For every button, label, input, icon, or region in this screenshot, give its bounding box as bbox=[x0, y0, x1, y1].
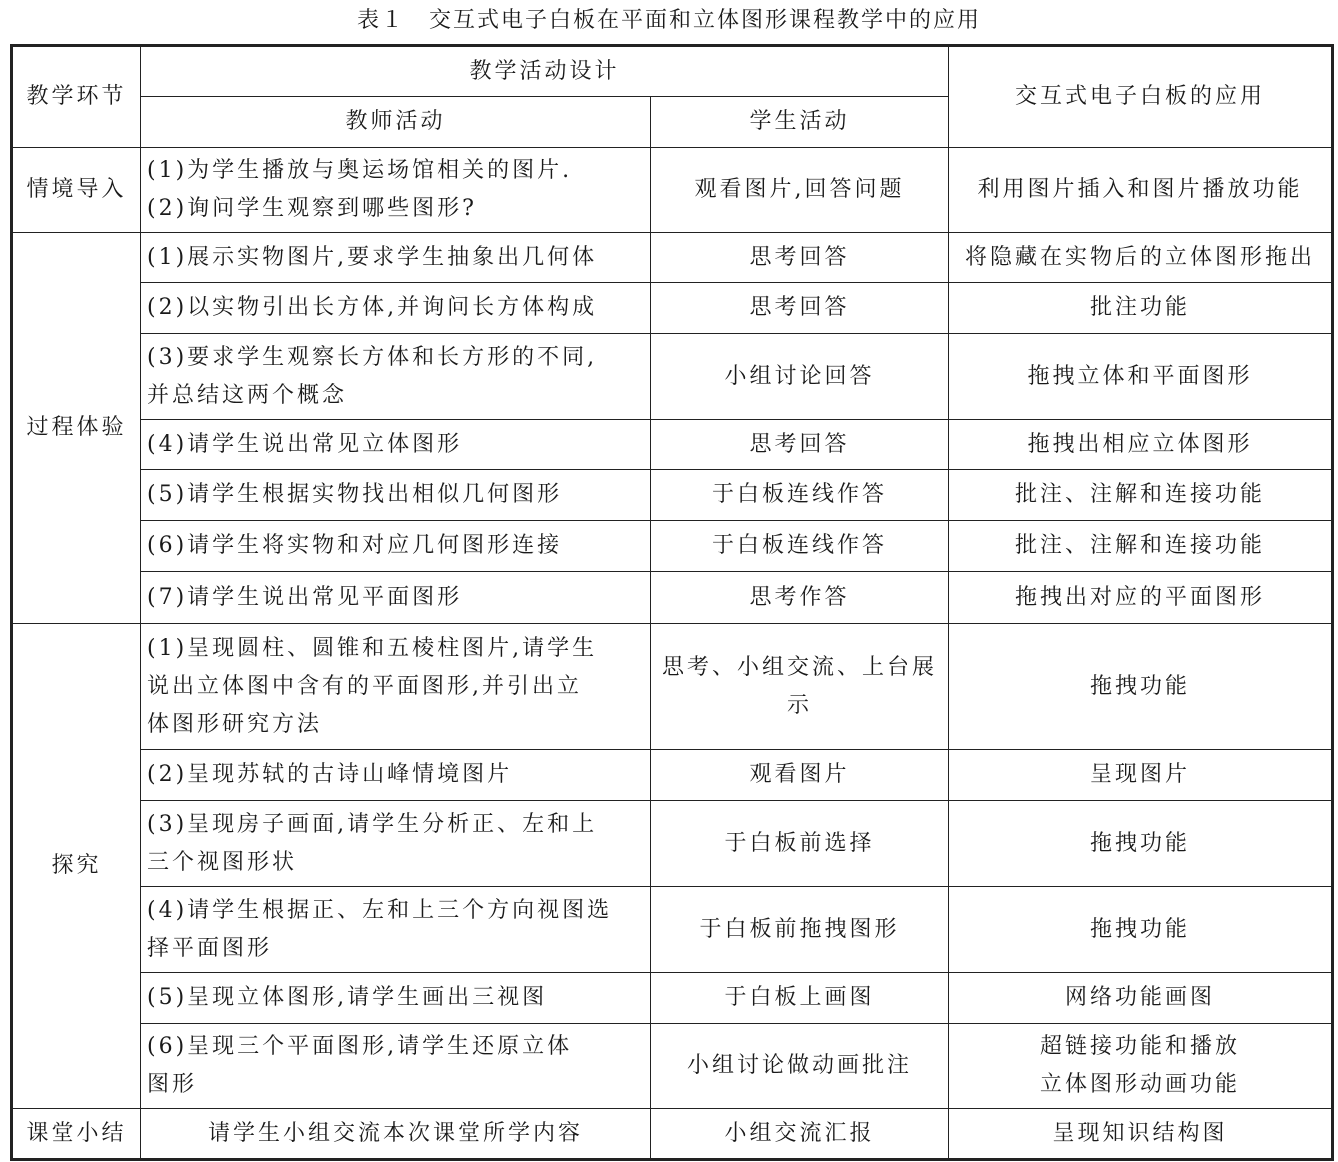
stage-cell-experience: 过程体验 bbox=[12, 233, 141, 624]
header-design: 教学活动设计 bbox=[141, 46, 949, 97]
table-row bbox=[12, 750, 1333, 801]
table-row bbox=[12, 148, 1333, 233]
whiteboard-use-cell: 将隐藏在实物后的立体图形拖出 bbox=[949, 233, 1333, 283]
teacher-activity-cell: (3)要求学生观察长方体和长方形的不同, 并总结这两个概念 bbox=[141, 334, 651, 420]
whiteboard-use-cell: 利用图片插入和图片播放功能 bbox=[949, 148, 1333, 233]
stage-cell-summary: 课堂小结 bbox=[12, 1109, 141, 1160]
whiteboard-use-cell: 超链接功能和播放 立体图形动画功能 bbox=[949, 1024, 1333, 1109]
student-activity-cell: 于白板上画图 bbox=[651, 973, 949, 1024]
student-activity-cell: 思考回答 bbox=[651, 420, 949, 470]
student-activity-cell: 思考回答 bbox=[651, 233, 949, 283]
teacher-activity-cell: (1)展示实物图片,要求学生抽象出几何体 bbox=[141, 233, 651, 283]
teacher-activity-cell: (5)请学生根据实物找出相似几何图形 bbox=[141, 470, 651, 521]
teacher-activity-cell: (2)呈现苏轼的古诗山峰情境图片 bbox=[141, 750, 651, 801]
whiteboard-use-cell: 拖拽功能 bbox=[949, 801, 1333, 887]
table-row bbox=[12, 283, 1333, 334]
student-activity-cell: 于白板连线作答 bbox=[651, 470, 949, 521]
teacher-activity-cell: (4)请学生根据正、左和上三个方向视图选 择平面图形 bbox=[141, 887, 651, 973]
table-row bbox=[12, 887, 1333, 973]
table-row bbox=[12, 334, 1333, 420]
header-stage: 教学环节 bbox=[12, 46, 141, 148]
table-row bbox=[12, 572, 1333, 624]
header-student: 学生活动 bbox=[651, 97, 949, 148]
whiteboard-use-cell: 批注、注解和连接功能 bbox=[949, 521, 1333, 572]
whiteboard-use-cell: 呈现知识结构图 bbox=[949, 1109, 1333, 1160]
student-activity-cell: 观看图片,回答问题 bbox=[651, 148, 949, 233]
whiteboard-use-cell: 批注功能 bbox=[949, 283, 1333, 334]
whiteboard-use-cell: 拖拽立体和平面图形 bbox=[949, 334, 1333, 420]
student-activity-cell: 思考回答 bbox=[651, 283, 949, 334]
teacher-activity-cell: (1)为学生播放与奥运场馆相关的图片. (2)询问学生观察到哪些图形? bbox=[141, 148, 651, 233]
table-row bbox=[12, 1024, 1333, 1109]
table-row bbox=[12, 470, 1333, 521]
whiteboard-use-cell: 拖拽出对应的平面图形 bbox=[949, 572, 1333, 624]
table-row bbox=[12, 801, 1333, 887]
teacher-activity-cell: (5)呈现立体图形,请学生画出三视图 bbox=[141, 973, 651, 1024]
table-row bbox=[12, 973, 1333, 1024]
whiteboard-use-cell: 批注、注解和连接功能 bbox=[949, 470, 1333, 521]
stage-cell-intro: 情境导入 bbox=[12, 148, 141, 233]
student-activity-cell: 于白板前选择 bbox=[651, 801, 949, 887]
student-activity-cell: 小组讨论做动画批注 bbox=[651, 1024, 949, 1109]
table-row bbox=[12, 521, 1333, 572]
table-row bbox=[12, 420, 1333, 470]
lesson-table bbox=[10, 44, 1334, 1161]
header-teacher: 教师活动 bbox=[141, 97, 651, 148]
student-activity-cell: 思考作答 bbox=[651, 572, 949, 624]
table-row bbox=[12, 1109, 1333, 1160]
teacher-activity-cell: (7)请学生说出常见平面图形 bbox=[141, 572, 651, 624]
teacher-activity-cell: (6)请学生将实物和对应几何图形连接 bbox=[141, 521, 651, 572]
teacher-activity-cell: 请学生小组交流本次课堂所学内容 bbox=[141, 1109, 651, 1160]
student-activity-cell: 小组交流汇报 bbox=[651, 1109, 949, 1160]
whiteboard-use-cell: 拖拽出相应立体图形 bbox=[949, 420, 1333, 470]
table-caption: 表１ 交互式电子白板在平面和立体图形课程教学中的应用 bbox=[356, 8, 981, 33]
teacher-activity-cell: (1)呈现圆柱、圆锥和五棱柱图片,请学生 说出立体图中含有的平面图形,并引出立 体图形研究方法 bbox=[141, 624, 651, 750]
teacher-activity-cell: (6)呈现三个平面图形,请学生还原立体 图形 bbox=[141, 1024, 651, 1109]
table-row bbox=[12, 233, 1333, 283]
teacher-activity-cell: (4)请学生说出常见立体图形 bbox=[141, 420, 651, 470]
whiteboard-use-cell: 拖拽功能 bbox=[949, 887, 1333, 973]
teacher-activity-cell: (3)呈现房子画面,请学生分析正、左和上 三个视图形状 bbox=[141, 801, 651, 887]
table-row bbox=[12, 624, 1333, 750]
whiteboard-use-cell: 网络功能画图 bbox=[949, 973, 1333, 1024]
stage-cell-explore: 探究 bbox=[12, 624, 141, 1109]
whiteboard-use-cell: 拖拽功能 bbox=[949, 624, 1333, 750]
whiteboard-use-cell: 呈现图片 bbox=[949, 750, 1333, 801]
student-activity-cell: 于白板前拖拽图形 bbox=[651, 887, 949, 973]
teacher-activity-cell: (2)以实物引出长方体,并询问长方体构成 bbox=[141, 283, 651, 334]
header-whiteboard: 交互式电子白板的应用 bbox=[949, 46, 1333, 148]
student-activity-cell: 于白板连线作答 bbox=[651, 521, 949, 572]
student-activity-cell: 小组讨论回答 bbox=[651, 334, 949, 420]
student-activity-cell: 观看图片 bbox=[651, 750, 949, 801]
student-activity-cell: 思考、小组交流、上台展示 bbox=[651, 624, 949, 750]
